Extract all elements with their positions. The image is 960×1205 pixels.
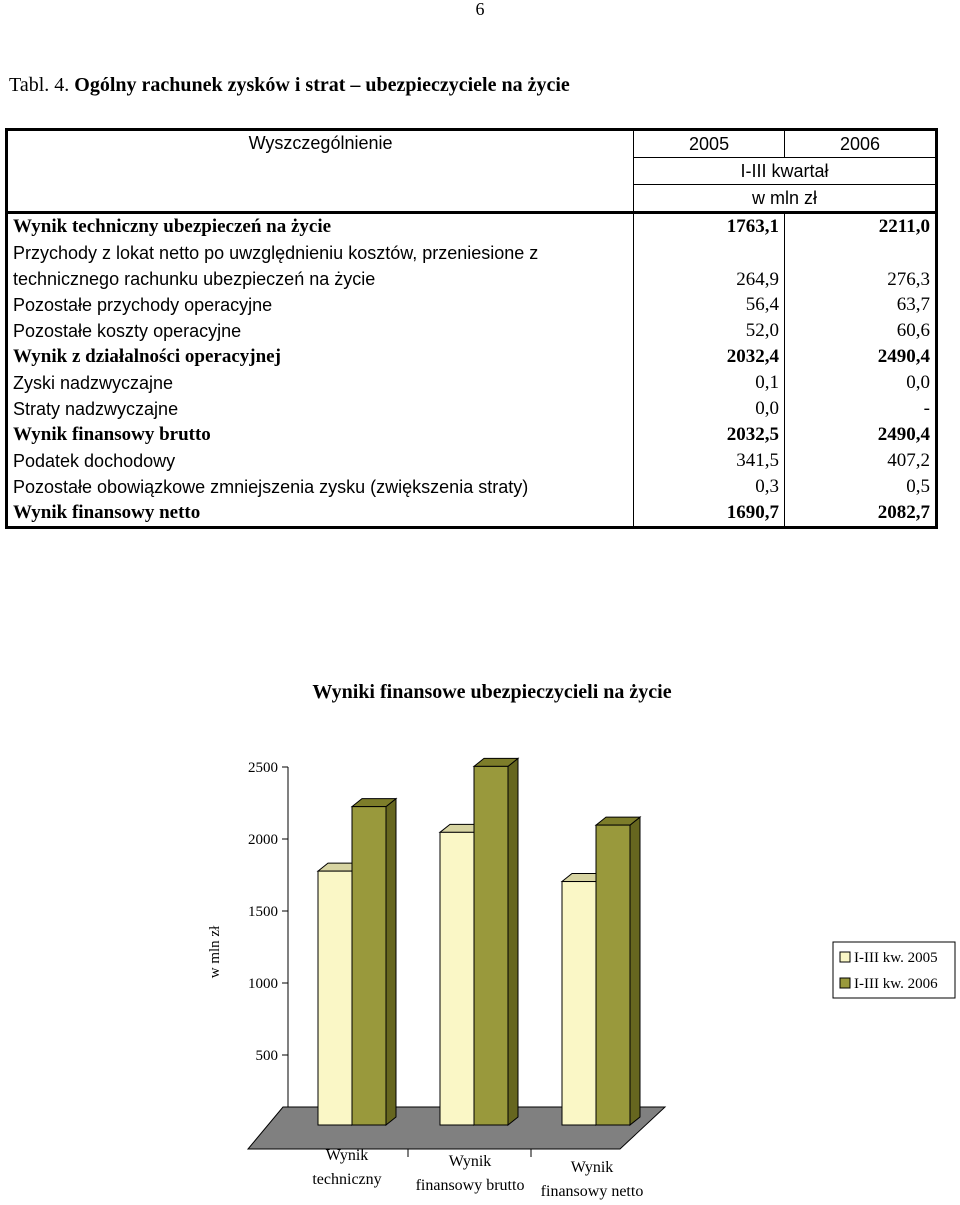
value-2006: 2211,0 xyxy=(785,213,937,241)
chart-container xyxy=(0,670,960,1200)
value-2005: 52,0 xyxy=(634,318,785,344)
bar-side xyxy=(508,758,518,1125)
x-category-label: finansowy brutto xyxy=(415,1177,525,1194)
value-2005: 341,5 xyxy=(634,448,785,474)
table-label: Tabl. 4. xyxy=(9,74,70,96)
table-row xyxy=(7,500,937,528)
bar-2005 xyxy=(562,882,596,1125)
x-category-label: Wynik xyxy=(570,1159,614,1176)
value-2006: 2082,7 xyxy=(785,500,937,528)
value-2006: 60,6 xyxy=(785,318,937,344)
row-label: Straty nadzwyczajne xyxy=(13,399,179,419)
value-2005: 0,0 xyxy=(634,396,785,422)
value-2005: 0,3 xyxy=(634,474,785,500)
legend-swatch xyxy=(840,952,850,962)
table-row xyxy=(7,344,937,370)
row-label: Wynik finansowy brutto xyxy=(13,424,211,445)
value-2006: 2490,4 xyxy=(785,344,937,370)
value-2006: 0,5 xyxy=(785,474,937,500)
header-description: Wyszczególnienie xyxy=(7,130,634,213)
legend-label: I-III kw. 2005 xyxy=(854,950,938,966)
table-row xyxy=(7,318,937,344)
table-row xyxy=(7,448,937,474)
legend-swatch xyxy=(840,978,850,988)
value-2005: 0,1 xyxy=(634,370,785,396)
value-2005: 264,9 xyxy=(634,240,785,292)
value-2005: 2032,5 xyxy=(634,422,785,448)
x-category-label: Wynik xyxy=(448,1153,492,1170)
page-number: 6 xyxy=(475,0,485,19)
bar-chart xyxy=(0,670,960,1200)
row-label: Pozostałe koszty operacyjne xyxy=(13,321,242,341)
value-2005: 2032,4 xyxy=(634,344,785,370)
bar-2006 xyxy=(596,825,630,1125)
table-row xyxy=(7,370,937,396)
y-axis-label: w mln zł xyxy=(207,925,223,979)
row-label: Pozostałe obowiązkowe zmniejszenia zysku (zwiększenia straty) xyxy=(13,477,529,497)
row-label: Podatek dochodowy xyxy=(13,451,176,471)
value-2006: 276,3 xyxy=(785,240,937,292)
header-period: I-III kwartał xyxy=(634,158,937,185)
row-label: Pozostałe przychody operacyjne xyxy=(13,295,273,315)
header-unit: w mln zł xyxy=(634,185,937,213)
table-row xyxy=(7,422,937,448)
value-2005: 1690,7 xyxy=(634,500,785,528)
table-header-row xyxy=(7,130,937,158)
value-2006: 2490,4 xyxy=(785,422,937,448)
row-label: Wynik z działalności operacyjnej xyxy=(13,346,281,367)
row-label: Zyski nadzwyczajne xyxy=(13,373,174,393)
bar-2005 xyxy=(318,871,352,1125)
value-2006: - xyxy=(785,396,937,422)
y-tick-label: 2000 xyxy=(248,832,278,848)
value-2006: 407,2 xyxy=(785,448,937,474)
bar-2006 xyxy=(352,807,386,1125)
chart-title: Wyniki finansowe ubezpieczycieli na życie xyxy=(312,681,672,703)
x-category-label: finansowy netto xyxy=(540,1183,644,1200)
income-statement-table xyxy=(5,128,938,529)
bar-side xyxy=(630,817,640,1125)
y-tick-label: 1000 xyxy=(248,976,278,992)
table-row xyxy=(7,213,937,241)
y-tick-label: 2500 xyxy=(248,760,278,776)
row-label: Przychody z lokat netto po uwzględnieniu kosztów, przeniesione z technicznego rachunku ubezpieczeń na życie xyxy=(13,243,539,289)
y-tick-label: 500 xyxy=(255,1048,278,1064)
table-row xyxy=(7,396,937,422)
table-row xyxy=(7,240,937,292)
header-year-2006: 2006 xyxy=(785,130,937,158)
x-category-label: Wynik xyxy=(325,1147,369,1164)
value-2005: 56,4 xyxy=(634,292,785,318)
value-2006: 0,0 xyxy=(785,370,937,396)
row-label: Wynik finansowy netto xyxy=(13,502,201,523)
bar-side xyxy=(386,799,396,1125)
table-row xyxy=(7,474,937,500)
table-row xyxy=(7,292,937,318)
row-label: Wynik techniczny ubezpieczeń na życie xyxy=(13,216,332,237)
legend-label: I-III kw. 2006 xyxy=(854,976,938,992)
x-category-label: techniczny xyxy=(312,1171,382,1188)
header-year-2005: 2005 xyxy=(634,130,785,158)
bar-2006 xyxy=(474,766,508,1125)
bar-2005 xyxy=(440,832,474,1125)
value-2006: 63,7 xyxy=(785,292,937,318)
y-tick-label: 1500 xyxy=(248,904,278,920)
table-title xyxy=(9,74,570,97)
table-title-text: Ogólny rachunek zysków i strat – ubezpieczyciele na życie xyxy=(74,74,570,96)
value-2005: 1763,1 xyxy=(634,213,785,241)
